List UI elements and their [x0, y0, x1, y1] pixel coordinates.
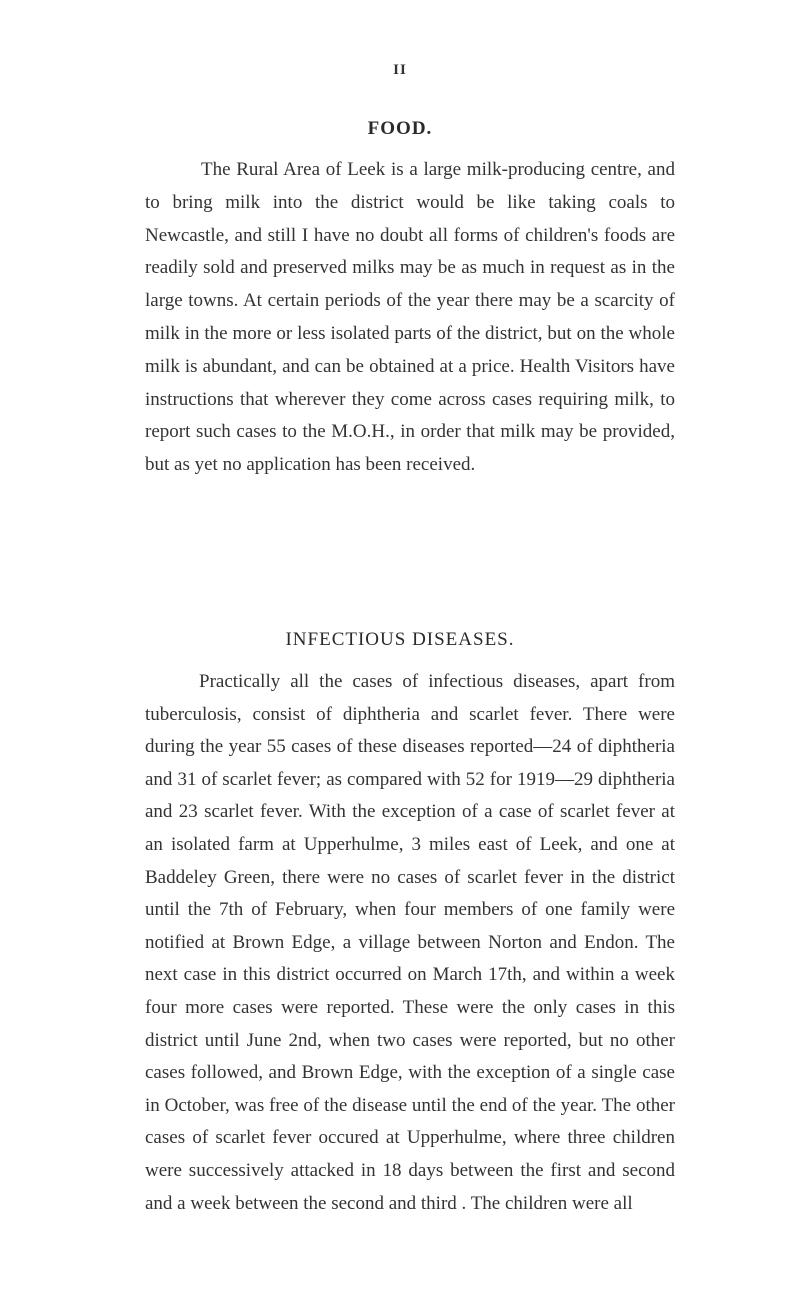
page-number: II	[393, 62, 407, 78]
paragraph-food: The Rural Area of Leek is a large milk-producing centre, and to bring milk into the district would be like taking coals to Newcastle, and still I have no doubt all forms of children's foods are readily sold and preserved milks may be as much in request as in the large towns. At certain periods of the year there may be a scarcity of milk in the more or less isolated parts of the district, but on the whole milk is abundant, and can be obtained at a price. Health Visitors have instructions that wherever they come across cases requiring milk, to report such cases to the M.O.H., in order that milk may be provided, but as yet no application has been received.	[145, 159, 675, 476]
section-heading-infectious-diseases: INFECTIOUS DISEASES.	[285, 629, 515, 650]
paragraph-infectious-diseases: Practically all the cases of infectious diseases, apart from tuberculosis, consist of diphtheria and scarlet fever. There were during the year 55 cases of these diseases reported—24 of diphtheria and 31 of scarlet fever; as compared with 52 for 1919—29 diphtheria and 23 scarlet fever. With the exception of a case of scarlet fever at an isolated farm at Upperhulme, 3 miles east of Leek, and one at Baddeley Green, there were no cases of scarlet fever in the district until the 7th of February, when four members of one family were notified at Brown Edge, a village between Norton and Endon. The next case in this district occurred on March 17th, and within a week four more cases were reported. These were the only cases in this district until June 2nd, when two cases were reported, but no other cases followed, and Brown Edge, with the exception of a single case in October, was free of the disease until the end of the year. The other cases of scarlet fever occured at Upperhulme, where three children were successively attacked in 18 days between the first and second and a week between the second and third . The children were all	[145, 671, 675, 1214]
section-heading-food: FOOD.	[367, 118, 433, 139]
